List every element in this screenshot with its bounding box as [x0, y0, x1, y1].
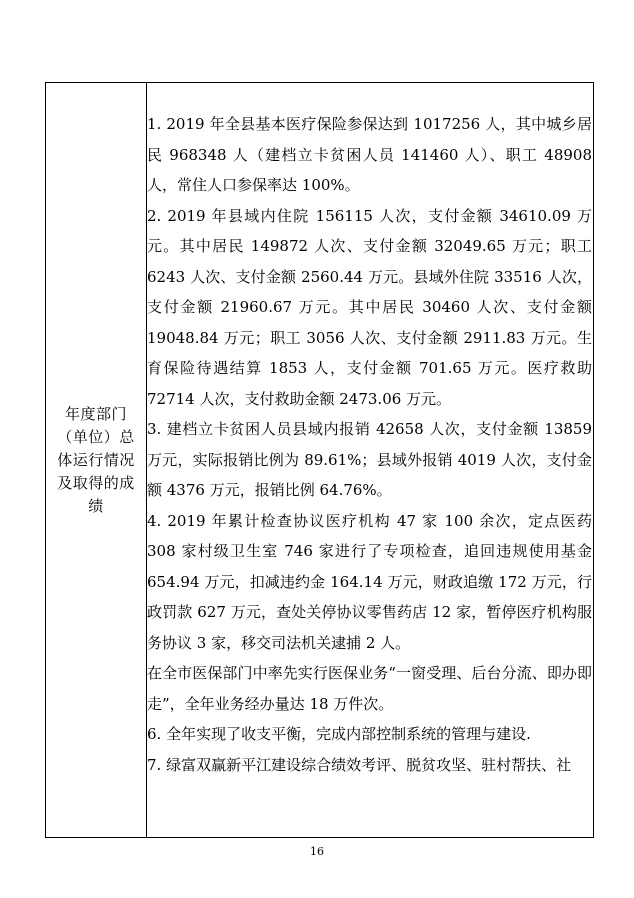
content-cell [147, 109, 592, 835]
row-label-cell [46, 83, 146, 837]
paragraph-evaluation: 7. 绿富双赢新平江建设综合绩效考评、脱贫攻坚、驻村帮扶、社 [147, 755, 572, 774]
report-table [45, 82, 594, 838]
paragraph-insurance-coverage: 1. 2019 年全县基本医疗保险参保达到 1017256 人，其中城乡居民 968348 人（建档立卡贫困人员 141460 人）、职工 48908 人，常住人口参保率达 100%。 [147, 115, 592, 194]
paragraph-one-window-service: 在全市医保部门中率先实行医保业务“一窗受理、后台分流、即办即走”，全年业务经办量达 18 万件次。 [147, 664, 592, 713]
paragraph-poverty-reimbursement: 3. 建档立卡贫困人员县域内报销 42658 人次，支付金额 13859 万元，实际报销比例为 89.61%；县域外报销 4019 人次，支付金额 4376 万元，报销比例 64.76%。 [147, 420, 592, 499]
paragraph-budget-balance: 6. 全年实现了收支平衡，完成内部控制系统的管理与建设. [147, 725, 531, 743]
row-label: 年度部门（单位）总体运行情况及取得的成绩 [57, 404, 135, 515]
paragraph-inspection: 4. 2019 年累计检查协议医疗机构 47 家 100 余次，定点医药 308 家村级卫生室 746 家进行了专项检查，追回违规使用基金 654.94 万元，扣减违约金 164.14 万元，财政追缴 172 万元，行政罚款 627 万元，查处关停协议零售药店 12 家，暂停医疗机构服务协议 3 家，移交司法机关逮捕 2 人。 [147, 511, 592, 652]
paragraph-hospitalization: 2. 2019 年县域内住院 156115 人次，支付金额 34610.09 万元。其中居民 149872 人次、支付金额 32049.65 万元；职工 6243 人次、支付金额 2560.44 万元。县域外住院 33516 人次，支付金额 21960.67 万元。其中居民 30460 人次、支付金额 19048.84 万元；职工 3056 人次、支付金额 2911.83 万元。生育保险待遇结算 1853 人，支付金额 701.65 万元。医疗救助 72714 人次，支付救助金额 2473.06 万元。 [147, 206, 592, 408]
page-number: 16 [310, 845, 324, 858]
